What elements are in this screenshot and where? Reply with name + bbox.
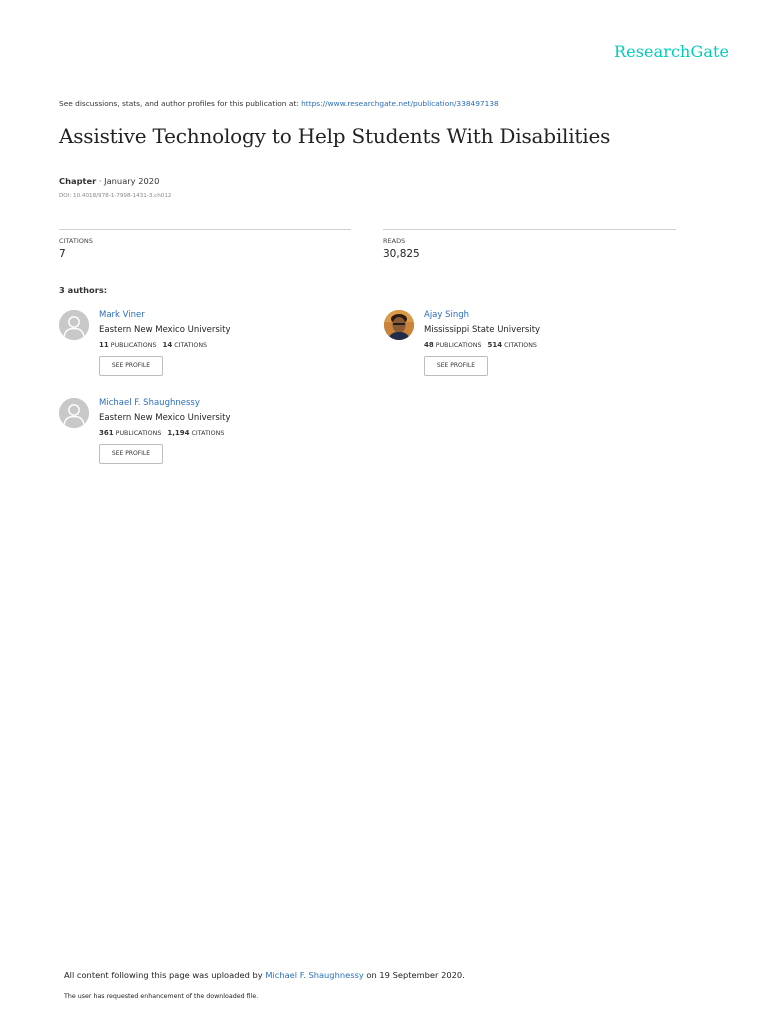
author-stats (99, 429, 224, 437)
citations-label: CITATIONS (191, 430, 225, 437)
author-institution: Eastern New Mexico University (99, 325, 231, 335)
author-stats (99, 341, 207, 349)
author-name[interactable]: Mark Viner (99, 310, 145, 320)
publication-meta (59, 176, 159, 186)
upload-prefix: All content following this page was uploaded by (64, 970, 263, 980)
discussion-text: See discussions, stats, and author profiles for this publication at: (59, 99, 299, 108)
authors-heading: 3 authors: (59, 285, 108, 295)
publication-date: January 2020 (104, 176, 160, 186)
publications-label: PUBLICATIONS (115, 430, 162, 437)
publications-count: 11 (99, 341, 109, 349)
citations-count: 14 (162, 341, 173, 349)
reads-label: READS (383, 237, 406, 245)
upload-suffix: on 19 September 2020. (366, 970, 465, 980)
author-institution: Mississippi State University (424, 325, 541, 335)
person-silhouette-icon[interactable] (59, 398, 89, 428)
publications-label: PUBLICATIONS (110, 342, 157, 349)
upload-note (64, 970, 465, 980)
author-photo[interactable] (384, 310, 414, 340)
citations-label: CITATIONS (174, 342, 208, 349)
citations-label: CITATIONS (59, 237, 93, 245)
author-card (59, 398, 339, 474)
publications-count: 361 (99, 429, 114, 437)
reads-value: 30,825 (383, 248, 420, 260)
publications-count: 48 (424, 341, 434, 349)
publication-type: Chapter (59, 176, 97, 186)
author-stats (424, 341, 537, 349)
see-profile-button[interactable]: SEE PROFILE (99, 444, 163, 464)
citations-count: 1,194 (167, 429, 190, 437)
author-name[interactable]: Michael F. Shaughnessy (99, 398, 200, 408)
citations-value: 7 (59, 248, 66, 260)
publication-link[interactable]: https://www.researchgate.net/publication/338497138 (301, 99, 499, 108)
person-silhouette-icon[interactable] (59, 310, 89, 340)
citations-label: CITATIONS (504, 342, 537, 349)
meta-separator: · (98, 176, 102, 186)
author-name[interactable]: Ajay Singh (424, 310, 470, 320)
publications-label: PUBLICATIONS (435, 342, 482, 349)
author-card (384, 310, 664, 386)
uploader-link[interactable]: Michael F. Shaughnessy (265, 970, 364, 980)
author-card (59, 310, 339, 386)
see-profile-button[interactable]: SEE PROFILE (424, 356, 488, 376)
discussion-note (59, 99, 499, 108)
researchgate-logo[interactable]: ResearchGate (614, 42, 730, 61)
divider-citations (59, 229, 351, 230)
publication-doi: DOI: 10.4018/978-1-7998-1431-3.ch012 (59, 193, 172, 199)
enhancement-note: The user has requested enhancement of the downloaded file. (64, 993, 259, 1000)
publication-title: Assistive Technology to Help Students With Disabilities (59, 124, 611, 148)
divider-reads (383, 229, 676, 230)
author-institution: Eastern New Mexico University (99, 413, 231, 423)
see-profile-button[interactable]: SEE PROFILE (99, 356, 163, 376)
citations-count: 514 (487, 341, 503, 349)
